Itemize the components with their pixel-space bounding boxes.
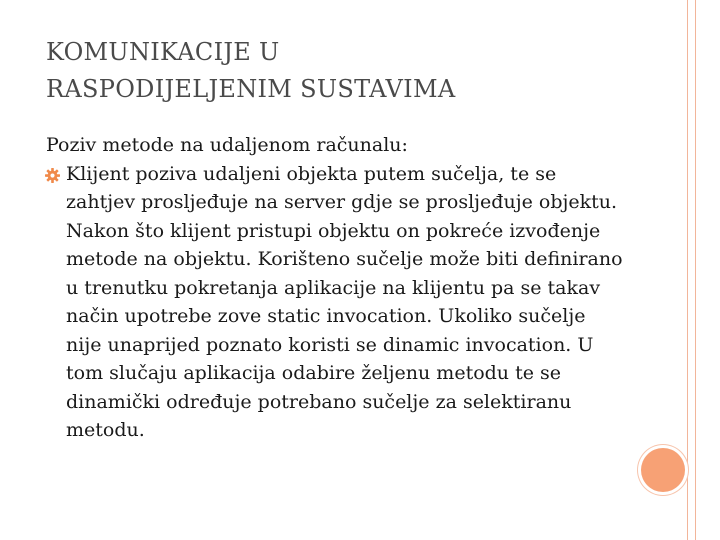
title-line-1: KOMUNIKACIJE U (46, 38, 280, 66)
bullet-item (46, 160, 626, 445)
decorative-line-left (687, 0, 688, 540)
decorative-circle (641, 448, 685, 492)
bullet-text: Klijent poziva udaljeni objekta putem sučelja, te se zahtjev prosljeđuje na server gdje se prosljeđuje objektu. Nakon što klijent pristupi objektu on pokreće izvođenje metode na objektu. Korišteno sučelje može biti definirano u trenutku pokretanja aplikacije na klijentu pa se takav način upotrebe zove static invocation. Ukoliko sučelje nije unaprijed poznato koristi se dinamic invocation. U tom slučaju aplikacija odabire željenu metodu te se dinamički određuje potrebano sučelje za selektiranu metodu. (66, 162, 623, 441)
intro-text: Poziv metode na udaljenom računalu: (46, 134, 408, 156)
slide-body (46, 131, 626, 445)
gear-icon (45, 168, 60, 183)
title-line-2: RASPODIJELJENIM SUSTAVIMA (46, 75, 456, 103)
decorative-line-right (695, 0, 696, 540)
slide-title (46, 34, 646, 108)
